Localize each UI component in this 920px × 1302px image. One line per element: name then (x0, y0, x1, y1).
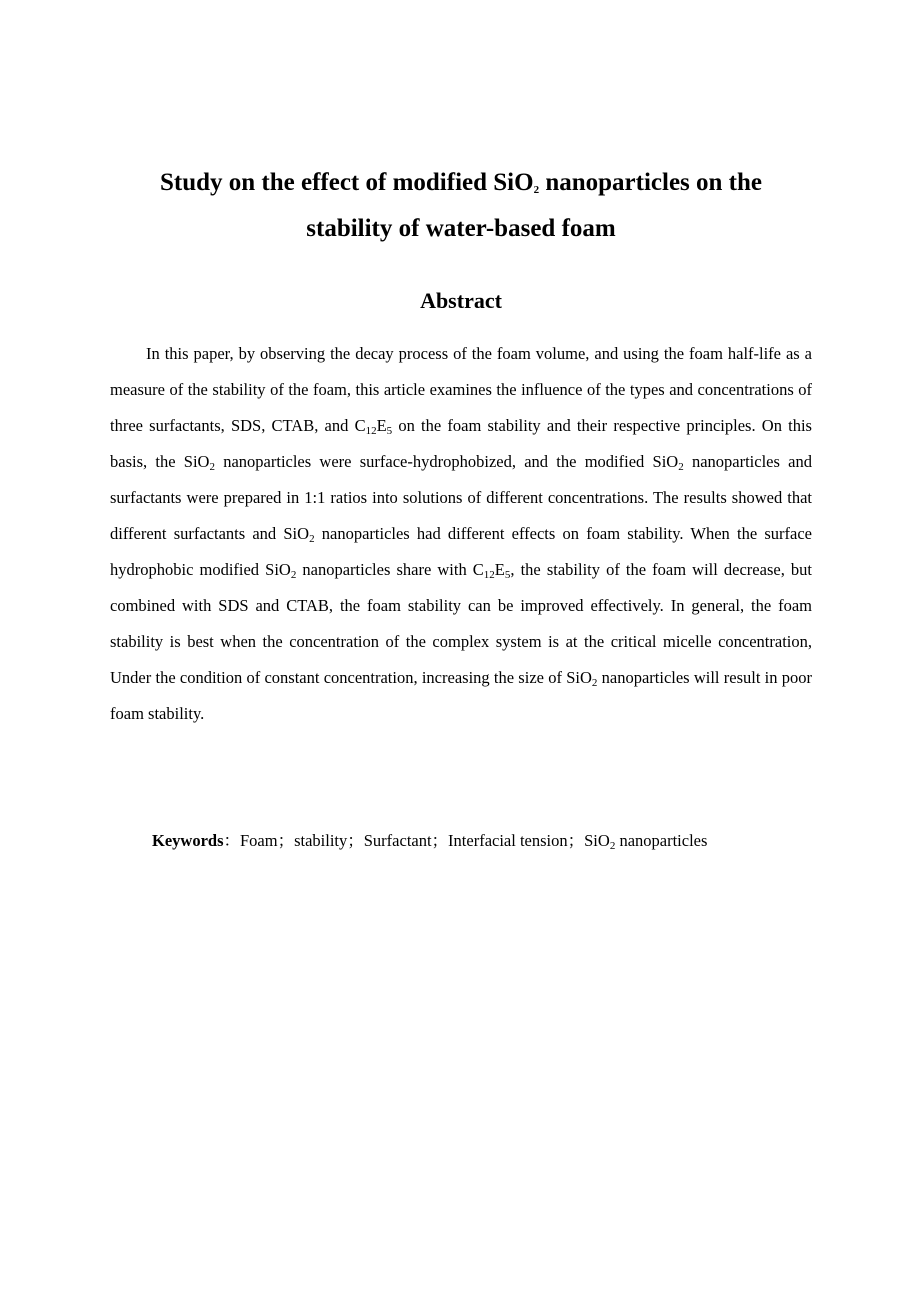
title-line-2: stability of water-based foam (306, 215, 616, 242)
paper-title (110, 160, 812, 252)
keywords-line: Keywords：Foam；stability；Surfactant；Interfacial tension；SiO$_2$ nanoparticles (152, 831, 708, 852)
abstract-paragraph: In this paper, by observing the decay process of the foam volume, and using the foam half-life as a measure of the stability of the foam, this article examines the influence of the types and concentrations of three surfactants, SDS, CTAB, and $C_{12}E_5$ on the foam stability and their respective principles. On this basis, the SiO$_2$ nanoparticles were surface-hydrophobized, and the modified SiO$_2$ nanoparticles and surfactants were prepared in 1:1 ratios into solutions of different concentrations. The results showed that different surfactants and SiO$_2$ nanoparticles had different effects on foam stability. When the surface hydrophobic modified SiO$_2$ nanoparticles share with $C_{12}E_5$, the stability of the foam will decrease, but combined with SDS and CTAB, the foam stability can be improved effectively. In general, the foam stability is best when the concentration of the complex system is at the critical micelle concentration, Under the condition of constant concentration, increasing the size of SiO$_2$ nanoparticles will result in poor foam stability. (110, 344, 812, 723)
abstract-body (110, 336, 812, 732)
abstract-heading: Abstract (420, 288, 502, 313)
document-page (110, 160, 812, 732)
keywords-label: Keywords (152, 831, 224, 850)
keywords-list: Foam；stability；Surfactant；Interfacial tension；SiO (240, 831, 610, 850)
keywords-separator: ： (223, 831, 240, 850)
title-line-1: Study on the effect of modified SiO$_2$ nanoparticles on the (159, 169, 763, 196)
